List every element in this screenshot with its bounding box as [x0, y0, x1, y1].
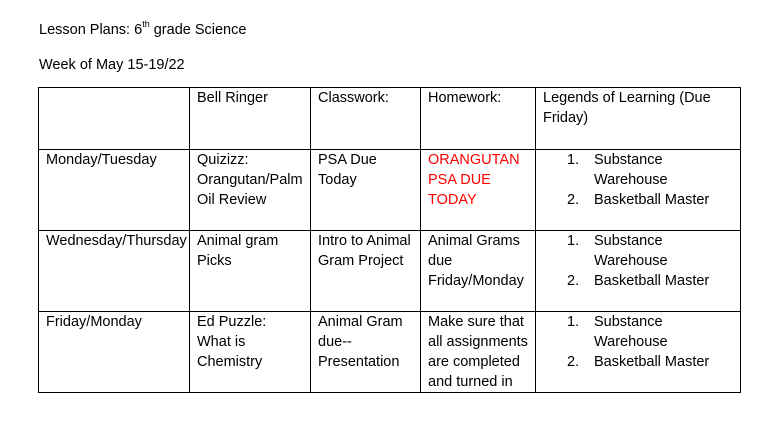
homework-cell: Make sure that all assignments are completed and turned in: [421, 312, 536, 393]
header-cell-classwork: Classwork:: [311, 88, 421, 150]
classwork-cell: Intro to Animal Gram Project: [311, 231, 421, 312]
bell-ringer-cell: Animal gram Picks: [190, 231, 311, 312]
header-row: [39, 88, 741, 150]
table-row: [39, 150, 741, 231]
list-item: [543, 190, 734, 210]
homework-cell: ORANGUTAN PSA DUE TODAY: [421, 150, 536, 231]
legends-list: [543, 231, 734, 291]
header-cell-legends: Legends of Learning (Due Friday): [536, 88, 741, 150]
header-cell-day: [39, 88, 190, 150]
lesson-plan-table: [38, 87, 741, 393]
header-cell-homework: Homework:: [421, 88, 536, 150]
week-line: Week of May 15-19/22: [39, 57, 185, 73]
legends-cell: [536, 150, 741, 231]
list-item: [543, 231, 734, 271]
header-cell-bell-ringer: Bell Ringer: [190, 88, 311, 150]
title-superscript: th: [142, 19, 150, 30]
table-row: [39, 231, 741, 312]
legends-cell: [536, 231, 741, 312]
homework-cell: Animal Grams due Friday/Monday: [421, 231, 536, 312]
legends-cell: [536, 312, 741, 393]
list-item-label: Basketball Master: [594, 273, 710, 289]
bell-ringer-cell: Ed Puzzle: What is Chemistry: [190, 312, 311, 393]
day-cell: Monday/Tuesday: [39, 150, 190, 231]
list-number: 2.: [567, 273, 580, 289]
list-item-label: Substance Warehouse: [594, 152, 668, 188]
list-number: 1.: [567, 152, 580, 168]
list-item-label: Basketball Master: [594, 354, 710, 370]
list-item: [543, 312, 734, 352]
list-number: 1.: [567, 314, 580, 330]
day-cell: Friday/Monday: [39, 312, 190, 393]
list-item: [543, 271, 734, 291]
title-suffix: grade Science: [149, 22, 247, 38]
legends-list: [543, 150, 734, 210]
legends-list: [543, 312, 734, 372]
bell-ringer-cell: Quizizz: Orangutan/Palm Oil Review: [190, 150, 311, 231]
document-title: [39, 20, 246, 40]
classwork-cell: PSA Due Today: [311, 150, 421, 231]
list-item-label: Basketball Master: [594, 192, 710, 208]
list-number: 2.: [567, 192, 580, 208]
list-item: [543, 150, 734, 190]
list-number: 1.: [567, 233, 580, 249]
classwork-cell: Animal Gram due--Presentation: [311, 312, 421, 393]
list-item: [543, 352, 734, 372]
title-prefix: Lesson Plans: 6: [39, 22, 143, 38]
list-item-label: Substance Warehouse: [594, 314, 668, 350]
list-number: 2.: [567, 354, 580, 370]
list-item-label: Substance Warehouse: [594, 233, 668, 269]
table-row: [39, 312, 741, 393]
day-cell: Wednesday/Thursday: [39, 231, 190, 312]
